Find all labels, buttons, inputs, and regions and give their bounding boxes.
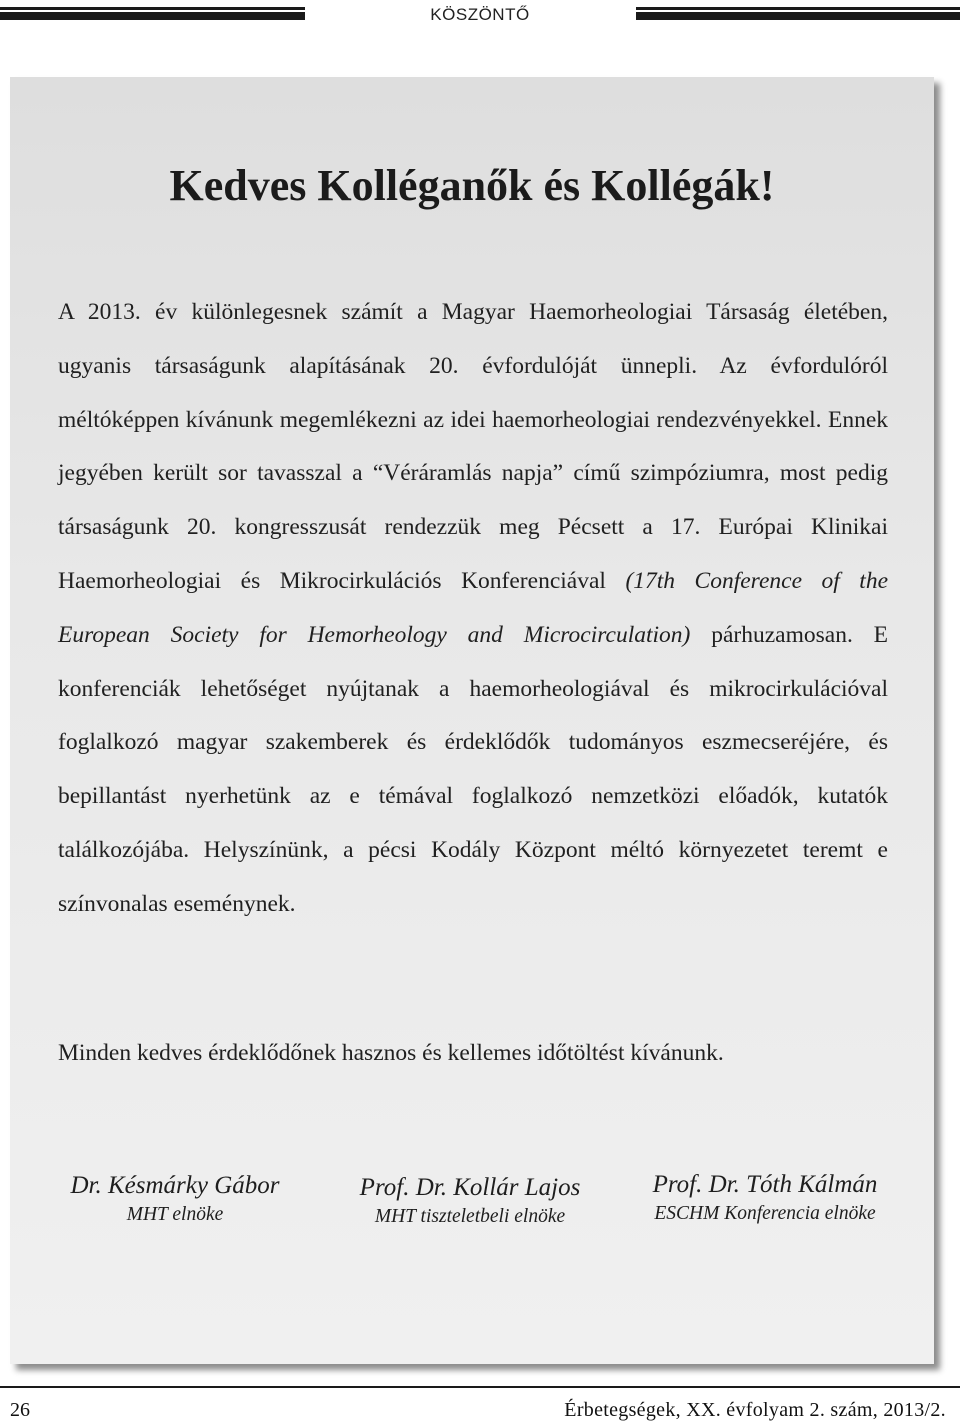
signature-name: Prof. Dr. Kollár Lajos <box>359 1174 581 1201</box>
signature-name: Dr. Késmárky Gábor <box>70 1172 280 1199</box>
letter-closing: Minden kedves érdeklődőnek hasznos és kellemes időtöltést kívánunk. <box>58 1040 724 1066</box>
signature-name: Prof. Dr. Tóth Kálmán <box>652 1171 878 1198</box>
header-rule-right <box>636 7 960 20</box>
signature-role: MHT elnöke <box>126 1204 224 1225</box>
page-number: 26 <box>10 1399 30 1421</box>
signature-role: MHT tiszteletbeli elnöke <box>374 1206 566 1227</box>
letter-body-part2: párhuzamosan. E konferenciák lehetőséget nyújtanak a haemorheologiával és mikrocirkulációval foglalkozó magyar szakemberek és érdeklődők tudományos eszmecseréjére, és bepillantást nyerhetünk az e témával foglalkozó nemzetközi előadók, kutatók találkozójába. Helyszínünk, a pécsi Kodály Központ méltó környezetet teremt e színvonalas eseménynek. <box>58 621 889 917</box>
letter-greeting: Kedves Kolléganők és Kollégák! <box>169 161 775 210</box>
letter-body-conference-name: (17th Conference of the European Society for Hemorheology and Microcirculation) <box>58 567 888 648</box>
signature-kesmarky <box>40 1172 310 1226</box>
footer-rule <box>0 1386 960 1388</box>
journal-citation: Érbetegségek, XX. évfolyam 2. szám, 2013/2. <box>564 1399 946 1421</box>
letter-body <box>58 286 888 932</box>
section-label: KÖSZÖNTŐ <box>430 5 530 24</box>
signature-role: ESCHM Konferencia elnöke <box>654 1203 876 1224</box>
signature-kollar <box>330 1174 610 1228</box>
letter-body-part1: A 2013. év különlegesnek számít a Magyar Haemorheologiai Társaság életében, ugyanis társaságunk alapításának 20. évfordulóját ünnepli. Az évfordulóról méltóképpen kívánunk megemlékezni az idei haemorheologiai rendezvényekkel. Ennek jegyében került sor tavasszal a “Véráramlás napja” című szimpóziumra, most pedig társaságunk 20. kongresszusát rendezzük meg Pécsett a 17. Európai Klinikai Haemorheologiai és Mikrocirkulációs Konferenciával <box>58 299 888 594</box>
signature-toth <box>620 1171 910 1225</box>
